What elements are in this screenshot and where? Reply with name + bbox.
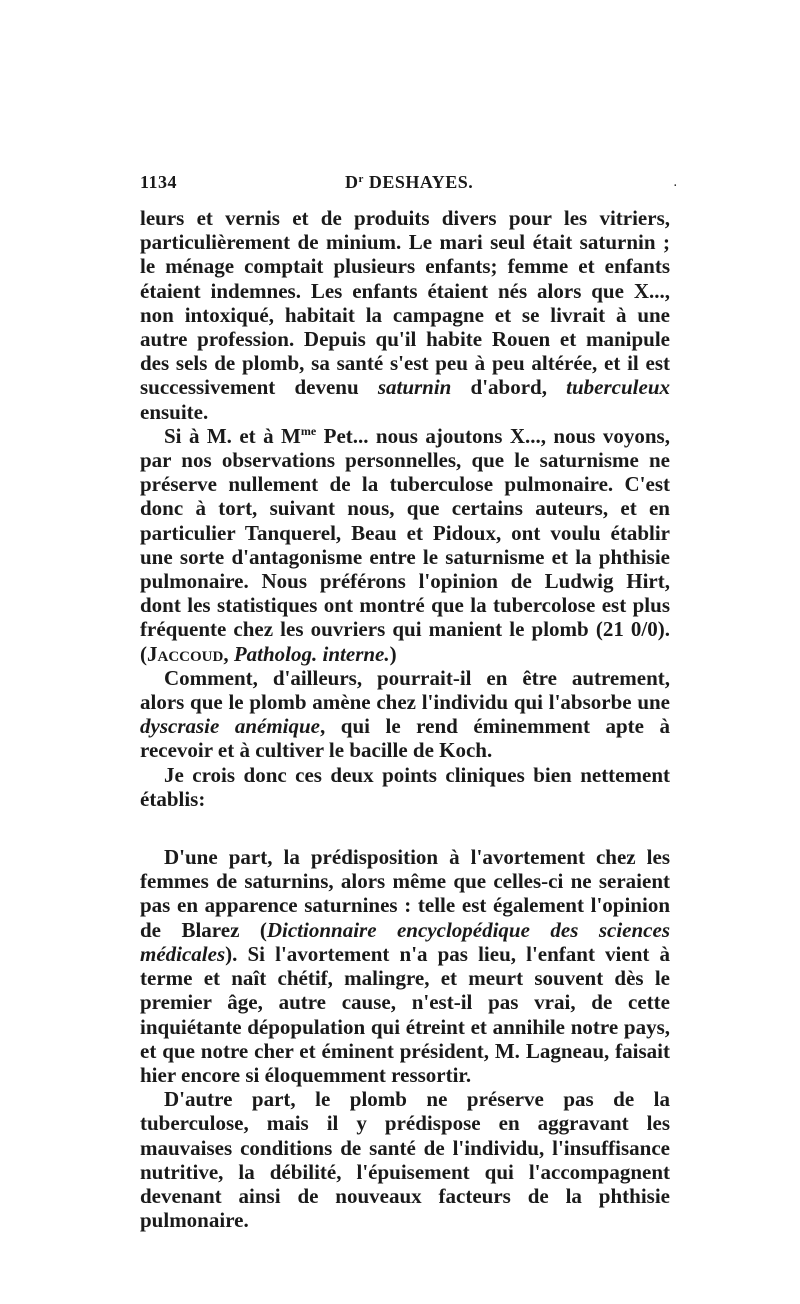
- paragraph-text: Pet... nous ajoutons X..., nous voyons, par nos observations personnelles, que le saturnisme ne préserve nullement de la tuberculose pulmonaire. C'est donc à tort, suivant nous, que certains auteurs, et en particulier Tanquerel, Beau et Pidoux, ont voulu établir une sorte d'antagonisme entre le saturnisme et la phthisie pulmonaire. Nous préférons l'opinion de Ludwig Hirt, dont les statistiques ont montré que la tubercolose est plus fréquente chez les ouvriers qui manient le plomb (21 0/0). (: [140, 423, 670, 666]
- paragraph-text: Je crois donc ces deux points cliniques bien nettement établis:: [140, 762, 670, 811]
- paragraph-text: Si à M. et à M: [164, 423, 301, 448]
- paragraph-text: Comment, d'ailleurs, pourrait-il en être autrement, alors que le plomb amène chez l'individu qui l'absorbe une: [140, 665, 670, 715]
- paragraph-saturnisme: [140, 424, 670, 666]
- paragraph-conclusion-intro: [140, 763, 670, 811]
- page-number: 1134: [140, 172, 178, 192]
- citation-dictionnaire: Dictionnaire encyclopédique des sciences médicales: [140, 917, 670, 966]
- paragraph-text: D'autre part, le plomb ne préserve pas de la tuberculose, mais il y prédispose en aggravant les mauvaises conditions de santé de l'individu, l'insuffisance nutritive, la débilité, l'épuisement qui l'accompagnent devenant ainsi de nouveaux facteurs de la phthisie pulmonaire.: [140, 1087, 670, 1233]
- paragraph-text: d'abord,: [451, 375, 567, 400]
- italic-term-dyscrasie: dyscrasie anémique: [140, 714, 321, 739]
- italic-term-saturnin: saturnin: [377, 375, 452, 400]
- running-head: [345, 172, 473, 193]
- author-prefix: D: [345, 172, 359, 192]
- margin-mark: .: [674, 178, 677, 189]
- body-text: [140, 206, 670, 1232]
- paragraph-first-point: [140, 845, 670, 1087]
- paragraph-continued: [140, 206, 670, 424]
- page-header: [140, 172, 677, 198]
- paragraph-second-point: [140, 1087, 670, 1232]
- italic-term-tuberculeux: tuberculeux: [566, 375, 670, 400]
- paragraph-text: leurs et vernis et de produits divers pour les vitriers, particulièrement de minium. Le mari seul était saturnin ; le ménage comptait plusieurs enfants; femme et enfants étaient indemnes. Les enfants étaient nés alors que X..., non intoxiqué, habitait la campagne et se livrait à une autre profession. Depuis qu'il habite Rouen et manipule des sels de plomb, sa santé s'est peu à peu altérée, et il est successivement devenu: [140, 206, 670, 400]
- paragraph-text: ,: [223, 641, 234, 666]
- superscript-me: me: [300, 423, 317, 438]
- paragraph-text: ensuite.: [140, 399, 209, 424]
- author-prefix-superscript: r: [358, 173, 364, 185]
- paragraph-text: ). Si l'avortement n'a pas lieu, l'enfant vient à terme et naît chétif, malingre, et meurt souvent dès le premier âge, autre cause, n'est-il pas vrai, de cette inquiétante dépopulation qui étreint et annihile notre pays, et que notre cher et éminent président, M. Lagneau, faisait hier encore si éloquemment ressortir.: [140, 941, 670, 1087]
- citation-author: Jaccoud: [147, 641, 224, 666]
- citation-title: Patholog. interne.: [233, 641, 390, 666]
- paragraph-text: , qui le rend éminemment apte à recevoir et à cultiver le bacille de Koch.: [140, 714, 671, 763]
- paragraph-comment: [140, 666, 670, 763]
- paragraph-text: D'une part, la prédisposition à l'avortement chez les femmes de saturnins, alors même que celles-ci ne seraient pas en apparence saturnines : telle est également l'opinion de Blarez (: [140, 845, 670, 942]
- author-name: DESHAYES.: [363, 172, 474, 192]
- paragraph-text: ): [389, 641, 397, 666]
